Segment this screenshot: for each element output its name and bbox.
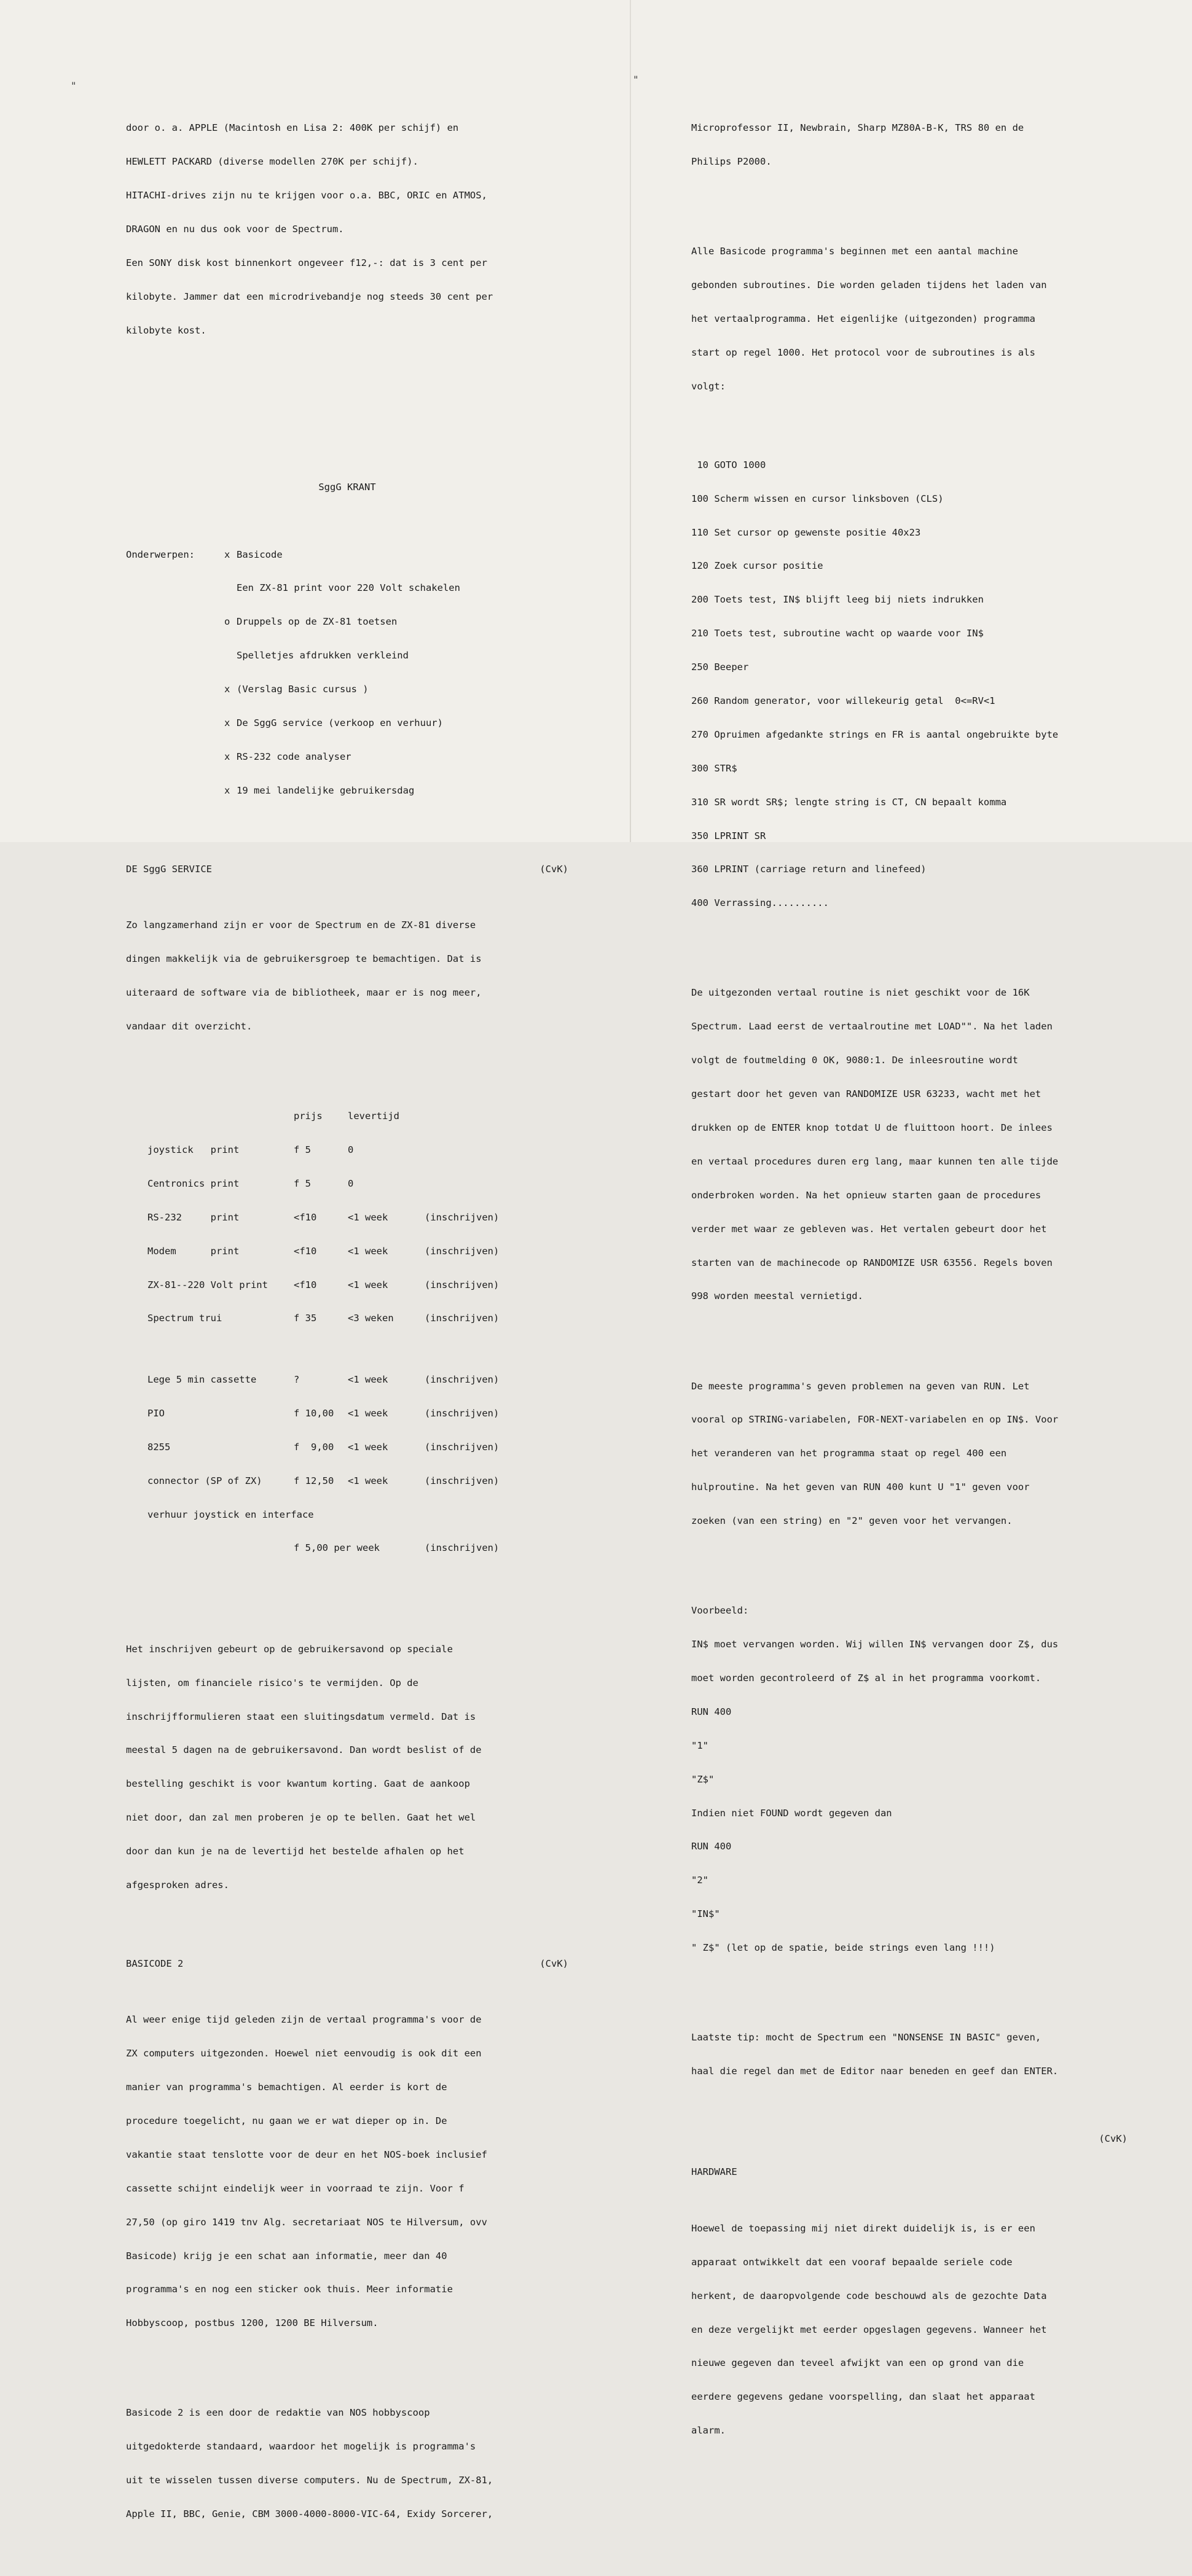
right-column <box>691 77 1127 2492</box>
text-line: "1" <box>691 1739 708 1751</box>
text-line: Voorbeeld: <box>691 1605 749 1617</box>
hardware-author: (CvK) <box>1099 2133 1127 2144</box>
text-line: De meeste programma's geven problemen na geven van RUN. Let <box>691 1380 1030 1392</box>
hardware-paragraph <box>691 2200 1127 2459</box>
text-line: afgesproken adres. <box>126 1879 229 1891</box>
section-title: BASICODE 2 <box>126 1957 184 1969</box>
text-line: het veranderen van het programma staat op regel 400 een <box>691 1448 1007 1459</box>
list-item: 250 Beeper <box>691 662 749 673</box>
text-line: moet worden gecontroleerd of Z$ al in het programma voorkomt. <box>691 1672 1041 1684</box>
text-line: cassette schijnt eindelijk weer in voorraad te zijn. Voor f <box>126 2182 465 2194</box>
text-line: uiteraard de software via de bibliotheek, maar er is nog meer, <box>126 986 482 998</box>
delivery-header: levertijd <box>348 1110 399 1122</box>
text-line: haal die regel dan met de Editor naar beneden en geef dan ENTER. <box>691 2066 1059 2077</box>
text-line: en deze vergelijkt met eerder opgeslagen gegevens. Wanneer het <box>691 2324 1047 2335</box>
subroutine-list <box>691 437 1127 931</box>
text-line: "Z$" <box>691 1773 715 1785</box>
example-block <box>691 1583 1127 1976</box>
topic-item: Een ZX-81 print voor 220 Volt schakelen <box>237 582 460 594</box>
text-line: het vertaalprogramma. Het eigenlijke (uitgezonden) programma <box>691 313 1035 324</box>
topic-item: (Verslag Basic cursus ) <box>237 684 369 695</box>
topic-bullet: x <box>224 548 230 560</box>
topic-bullet <box>224 582 237 593</box>
list-item: 310 SR wordt SR$; lengte string is CT, CN bepaalt komma <box>691 796 1007 808</box>
topic-bullet: x <box>224 784 230 796</box>
text-line: kilobyte kost. <box>126 324 206 336</box>
text-line: Alle Basicode programma's beginnen met een aantal machine <box>691 246 1018 257</box>
text-line: programma's en nog een sticker ook thuis. Meer informatie <box>126 2284 453 2295</box>
text-line: nieuwe gegeven dan teveel afwijkt van een op grond van die <box>691 2357 1024 2369</box>
text-line: start op regel 1000. Het protocol voor de subroutines is als <box>691 346 1035 358</box>
text-line: niet door, dan zal men proberen je op te bellen. Gaat het wel <box>126 1812 476 1824</box>
krant-title: SggG KRANT <box>318 481 376 493</box>
topic-item: Spelletjes afdrukken verkleind <box>237 650 409 662</box>
table-header-row <box>126 1110 568 1122</box>
table-row: Modem print <f10 <1 week (inschrijven) <box>147 1245 500 1257</box>
text-line: HITACHI-drives zijn nu te krijgen voor o.a. BBC, ORIC en ATMOS, <box>126 189 487 201</box>
service-intro-paragraph <box>126 897 568 1054</box>
table-row: joystick print f 5 0 <box>147 1144 354 1156</box>
text-line: vakantie staat tenslotte voor de deur en het NOS-boek inclusief <box>126 2149 487 2160</box>
text-line: lijsten, om financiele risico's te vermijden. Op de <box>126 1677 418 1688</box>
topic-bullet: x <box>224 684 230 695</box>
table-row: Spectrum trui f 35 <3 weken (inschrijven) <box>147 1313 500 1324</box>
disk-intro-paragraph <box>126 100 568 359</box>
topics-label: Onderwerpen: <box>126 548 195 560</box>
text-line: inschrijfformulieren staat een sluitingsdatum vermeld. Dat is <box>126 1711 476 1722</box>
text-line: "IN$" <box>691 1908 720 1920</box>
text-line: bestelling geschikt is voor kwantum korting. Gaat de aankoop <box>126 1778 470 1790</box>
list-item: 270 Opruimen afgedankte strings en FR is aantal ongebruikte byte <box>691 728 1059 740</box>
topic-bullet: x <box>224 717 230 729</box>
text-line: apparaat ontwikkelt dat een vooraf bepaalde seriele code <box>691 2256 1013 2268</box>
text-line: onderbroken worden. Na het opnieuw starten gaan de procedures <box>691 1189 1041 1201</box>
list-item: 260 Random generator, voor willekeurig getal 0<=RV<1 <box>691 695 995 707</box>
text-line: Apple II, BBC, Genie, CBM 3000-4000-8000-VIC-64, Exidy Sorcerer, <box>126 2508 493 2520</box>
text-line: HEWLETT PACKARD (diverse modellen 270K per schijf). <box>126 156 418 168</box>
topic-bullet: x <box>224 751 230 762</box>
tip-paragraph <box>691 2010 1127 2099</box>
routines-intro-paragraph <box>691 224 1127 415</box>
topic-item: Basicode <box>237 548 283 560</box>
text-line: Basicode 2 is een door de redaktie van NOS hobbyscoop <box>126 2407 430 2419</box>
text-line: door dan kun je na de levertijd het bestelde afhalen op het <box>126 1846 465 1857</box>
list-item: 200 Toets test, IN$ blijft leeg bij niets indrukken <box>691 594 984 606</box>
text-line: zoeken (van een string) en "2" geven voor het vervangen. <box>691 1515 1013 1527</box>
text-line: starten van de machinecode op RANDOMIZE USR 63556. Regels boven <box>691 1257 1053 1268</box>
text-line: RUN 400 <box>691 1841 732 1852</box>
text-line: 27,50 (op giro 1419 tnv Alg. secretariaat NOS te Hilversum, ovv <box>126 2216 487 2228</box>
text-line: procedure toegelicht, nu gaan we er wat dieper op in. De <box>126 2115 447 2126</box>
text-line: "2" <box>691 1875 708 1886</box>
text-line: Microprofessor II, Newbrain, Sharp MZ80A-B-K, TRS 80 en de <box>691 122 1024 134</box>
text-line: Hobbyscoop, postbus 1200, 1200 BE Hilversum. <box>126 2317 378 2329</box>
table-row: RS-232 print <f10 <1 week (inschrijven) <box>147 1211 500 1223</box>
left-quote-mark: " <box>71 80 77 92</box>
text-line: verder met waar ze gebleven was. Het vertalen gebeurt door het <box>691 1223 1047 1235</box>
text-line: IN$ moet vervangen worden. Wij willen IN$ vervangen door Z$, dus <box>691 1639 1059 1650</box>
text-line: 998 worden meestal vernietigd. <box>691 1290 863 1302</box>
list-item: 110 Set cursor op gewenste positie 40x23 <box>691 526 921 538</box>
text-line: Het inschrijven gebeurt op de gebruikersavond op speciale <box>126 1643 453 1655</box>
right-quote-mark: " <box>633 74 639 85</box>
basicode-paragraph-2 <box>126 2385 568 2542</box>
table-row: Centronics print f 5 0 <box>147 1177 354 1189</box>
text-line: eerdere gegevens gedane voorspelling, dan slaat het apparaat <box>691 2391 1035 2403</box>
table-row: 8255 f 9,00 <1 week (inschrijven) <box>147 1441 500 1453</box>
text-line: RUN 400 <box>691 1706 732 1717</box>
table-row: ZX-81--220 Volt print <f10 <1 week (inschrijven) <box>147 1279 500 1290</box>
text-line: vandaar dit overzicht. <box>126 1020 253 1032</box>
vertaal-paragraph <box>691 965 1127 1325</box>
text-line: uitgedokterde standaard, waardoor het mogelijk is programma's <box>126 2441 476 2453</box>
text-line: DRAGON en nu dus ook voor de Spectrum. <box>126 223 344 235</box>
text-line: herkent, de daaropvolgende code beschouwd als de gezochte Data <box>691 2290 1047 2301</box>
table-row: connector (SP of ZX) f 12,50 <1 week (inschrijven) <box>147 1475 500 1486</box>
text-line: Zo langzamerhand zijn er voor de Spectrum en de ZX-81 diverse <box>126 919 476 931</box>
table-row: f 5,00 per week (inschrijven) <box>294 1542 500 1554</box>
topic-item: De SggG service (verkoop en verhuur) <box>237 717 443 729</box>
list-item: 120 Zoek cursor positie <box>691 560 823 572</box>
service-price-table <box>126 1088 568 1577</box>
section-title: DE SggG SERVICE <box>126 863 212 875</box>
text-line: drukken op de ENTER knop totdat U de fluittoon hoort. De inlees <box>691 1122 1053 1134</box>
text-line: hulproutine. Na het geven van RUN 400 kunt U "1" geven voor <box>691 1481 1030 1493</box>
continuation-paragraph <box>691 100 1127 190</box>
text-line: vooral op STRING-variabelen, FOR-NEXT-variabelen en op IN$. Voor <box>691 1414 1059 1426</box>
text-line: Laatste tip: mocht de Spectrum een "NONSENSE IN BASIC" geven, <box>691 2032 1041 2043</box>
text-line: Philips P2000. <box>691 156 772 168</box>
list-item: 300 STR$ <box>691 762 737 774</box>
basicode-heading <box>126 1958 568 1969</box>
text-line: volgt de foutmelding 0 OK, 9080:1. De inleesroutine wordt <box>691 1055 1018 1066</box>
topics-list <box>126 526 568 819</box>
topic-item: 19 mei landelijke gebruikersdag <box>237 784 415 796</box>
topic-bullet <box>224 650 237 661</box>
text-line: De uitgezonden vertaal routine is niet geschikt voor de 16K <box>691 987 1030 999</box>
text-line: ZX computers uitgezonden. Hoewel niet eenvoudig is ook dit een <box>126 2048 482 2059</box>
text-line: Basicode) krijg je een schat aan informatie, meer dan 40 <box>126 2250 447 2262</box>
list-item: 400 Verrassing.......... <box>691 897 829 909</box>
list-item: 350 LPRINT SR <box>691 830 766 841</box>
run-paragraph <box>691 1358 1127 1549</box>
text-line: kilobyte. Jammer dat een microdrivebandje nog steeds 30 cent per <box>126 291 493 302</box>
service-heading <box>126 864 568 875</box>
text-line: en vertaal procedures duren erg lang, maar kunnen ten alle tijde <box>691 1155 1059 1167</box>
hardware-title: HARDWARE <box>691 2166 737 2178</box>
section-author: (CvK) <box>539 1957 568 1969</box>
text-line: Al weer enige tijd geleden zijn de vertaal programma's voor de <box>126 2014 482 2026</box>
text-line: Hoewel de toepassing mij niet direkt duidelijk is, is er een <box>691 2222 1035 2234</box>
text-line: gebonden subroutines. Die worden geladen tijdens het laden van <box>691 279 1047 291</box>
text-line: meestal 5 dagen na de gebruikersavond. Dan wordt beslist of de <box>126 1744 482 1756</box>
basicode-paragraph-1 <box>126 1992 568 2352</box>
section-author: (CvK) <box>539 863 568 875</box>
text-line: Indien niet FOUND wordt gegeven dan <box>691 1807 892 1819</box>
list-item: 10 GOTO 1000 <box>691 459 766 470</box>
text-line: Een SONY disk kost binnenkort ongeveer f12,-: dat is 3 cent per <box>126 257 487 268</box>
text-line: uit te wisselen tussen diverse computers. Nu de Spectrum, ZX-81, <box>126 2475 493 2486</box>
topic-bullet: o <box>224 616 230 628</box>
list-item: 100 Scherm wissen en cursor linksboven (CLS) <box>691 493 944 504</box>
service-text-paragraph <box>126 1621 568 1913</box>
list-item: 360 LPRINT (carriage return and linefeed) <box>691 864 927 875</box>
text-line: manier van programma's bemachtigen. Al eerder is kort de <box>126 2082 447 2093</box>
center-fold-line <box>630 0 631 842</box>
topic-item: RS-232 code analyser <box>237 751 351 762</box>
text-line: Spectrum. Laad eerst de vertaalroutine met LOAD"". Na het laden <box>691 1021 1053 1032</box>
text-line: " Z$" (let op de spatie, beide strings even lang !!!) <box>691 1942 995 1954</box>
text-line: door o. a. APPLE (Macintosh en Lisa 2: 400K per schijf) en <box>126 122 459 134</box>
topic-item: Druppels op de ZX-81 toetsen <box>237 616 398 628</box>
price-header: prijs <box>294 1110 323 1122</box>
text-line: gestart door het geven van RANDOMIZE USR 63233, wacht met het <box>691 1088 1041 1100</box>
table-row: PIO f 10,00 <1 week (inschrijven) <box>147 1407 500 1419</box>
text-line: dingen makkelijk via de gebruikersgroep te bemachtigen. Dat is <box>126 953 482 964</box>
list-item: 210 Toets test, subroutine wacht op waarde voor IN$ <box>691 628 984 639</box>
text-line: alarm. <box>691 2425 726 2437</box>
table-row: Lege 5 min cassette ? <1 week (inschrijven) <box>147 1373 500 1385</box>
text-line: volgt: <box>691 380 726 392</box>
table-row: verhuur joystick en interface <box>147 1509 314 1520</box>
left-column <box>126 77 568 2576</box>
